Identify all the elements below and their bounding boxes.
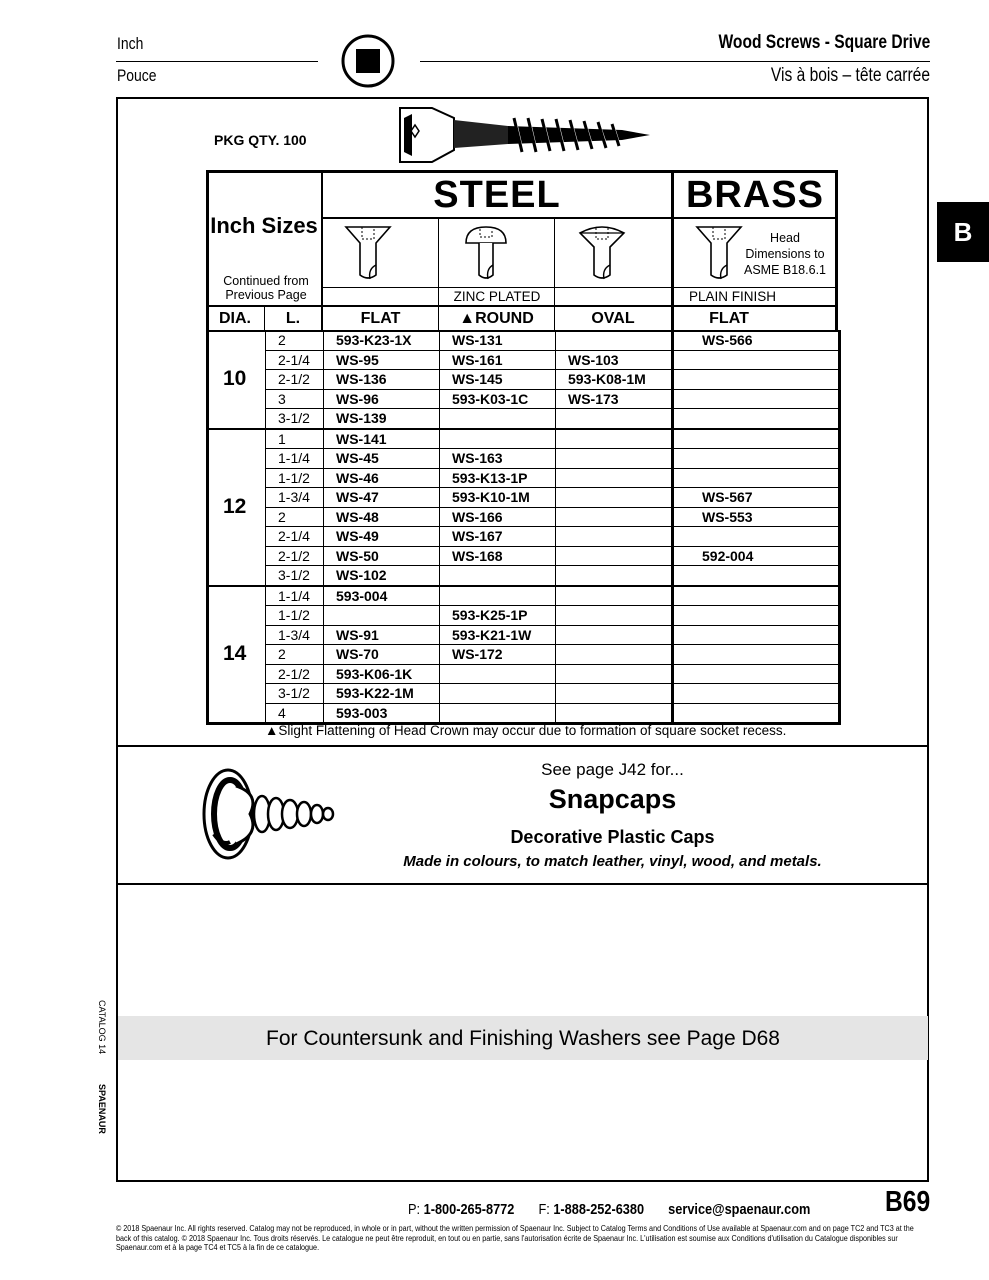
oval-cell bbox=[556, 566, 673, 586]
round-cell bbox=[440, 409, 556, 429]
flat-head-icon bbox=[343, 225, 393, 288]
brass-flat-cell: WS-566 bbox=[673, 331, 840, 351]
table-row bbox=[208, 684, 840, 704]
brass-flat-cell bbox=[673, 350, 840, 370]
table-row bbox=[208, 703, 840, 724]
length-cell: 2 bbox=[266, 645, 324, 665]
length-cell: 2 bbox=[266, 331, 324, 351]
snapcap-illustration bbox=[200, 764, 340, 864]
brass-flat-cell: 592-004 bbox=[673, 546, 840, 566]
section-divider-1 bbox=[116, 745, 929, 747]
length-cell: 1-3/4 bbox=[266, 488, 324, 508]
flat-cell: WS-47 bbox=[324, 488, 440, 508]
dia-cell: 14 bbox=[208, 586, 266, 724]
round-cell: 593-K21-1W bbox=[440, 625, 556, 645]
table-row bbox=[208, 586, 840, 606]
oval-cell bbox=[556, 586, 673, 606]
length-cell: 1-1/2 bbox=[266, 606, 324, 626]
header-rule-right bbox=[420, 61, 930, 62]
oval-cell: 593-K08-1M bbox=[556, 370, 673, 390]
oval-cell bbox=[556, 429, 673, 449]
table-row bbox=[208, 389, 840, 409]
round-cell bbox=[440, 586, 556, 606]
round-cell: 593-K25-1P bbox=[440, 606, 556, 626]
oval-cell bbox=[556, 409, 673, 429]
brass-flat-cell bbox=[673, 409, 840, 429]
round-cell bbox=[440, 703, 556, 724]
brass-flat-cell bbox=[673, 566, 840, 586]
brass-flat-cell bbox=[673, 429, 840, 449]
brass-label: BRASS bbox=[685, 174, 825, 216]
table-row bbox=[208, 527, 840, 547]
round-head-icon bbox=[461, 225, 511, 288]
length-cell: 3-1/2 bbox=[266, 684, 324, 704]
oval-cell bbox=[556, 684, 673, 704]
col-dia: DIA. bbox=[219, 310, 251, 327]
header-rule-left bbox=[116, 61, 318, 62]
oval-cell bbox=[556, 546, 673, 566]
brass-flat-cell: WS-567 bbox=[673, 488, 840, 508]
col-length: L. bbox=[285, 310, 301, 327]
side-catalog: CATALOG 14 bbox=[97, 1000, 107, 1055]
length-cell: 2 bbox=[266, 507, 324, 527]
page-number: B69 bbox=[884, 1186, 930, 1218]
header-title-en: Wood Screws - Square Drive bbox=[718, 32, 930, 53]
length-cell: 2-1/2 bbox=[266, 664, 324, 684]
flat-cell: WS-45 bbox=[324, 449, 440, 469]
flat-cell: 593-004 bbox=[324, 586, 440, 606]
length-cell: 4 bbox=[266, 703, 324, 724]
fax-number: 1-888-252-6380 bbox=[553, 1201, 645, 1218]
snapcaps-title: Snapcaps bbox=[548, 784, 677, 814]
flat-cell: WS-95 bbox=[324, 350, 440, 370]
continued-note: Continued from Previous Page bbox=[223, 274, 309, 302]
table-row bbox=[208, 468, 840, 488]
length-cell: 2-1/2 bbox=[266, 546, 324, 566]
brass-flat-cell bbox=[673, 449, 840, 469]
oval-cell bbox=[556, 703, 673, 724]
screw-table bbox=[206, 330, 841, 725]
phone-label: P: bbox=[408, 1201, 421, 1218]
col-round: ▲ROUND bbox=[459, 310, 534, 327]
header-pouce: Pouce bbox=[117, 66, 157, 85]
flat-cell: 593-K06-1K bbox=[324, 664, 440, 684]
flat-cell: WS-141 bbox=[324, 429, 440, 449]
footnote: ▲Slight Flattening of Head Crown may occur due to formation of square socket recess. bbox=[265, 723, 787, 738]
brass-flat-cell bbox=[673, 370, 840, 390]
round-cell bbox=[440, 684, 556, 704]
oval-cell bbox=[556, 606, 673, 626]
flat-cell: WS-48 bbox=[324, 507, 440, 527]
phone-number: 1-800-265-8772 bbox=[423, 1201, 515, 1218]
flat-cell: WS-46 bbox=[324, 468, 440, 488]
length-cell: 3 bbox=[266, 389, 324, 409]
brass-flat-head-icon bbox=[694, 225, 744, 288]
round-cell: WS-161 bbox=[440, 350, 556, 370]
brass-flat-cell bbox=[673, 586, 840, 606]
table-row bbox=[208, 645, 840, 665]
table-row bbox=[208, 409, 840, 429]
table-row bbox=[208, 507, 840, 527]
oval-cell bbox=[556, 527, 673, 547]
flat-cell: WS-49 bbox=[324, 527, 440, 547]
flat-cell: WS-136 bbox=[324, 370, 440, 390]
brass-flat-cell bbox=[673, 684, 840, 704]
table-row bbox=[208, 350, 840, 370]
round-cell: WS-166 bbox=[440, 507, 556, 527]
table-row bbox=[208, 429, 840, 449]
header-title-fr: Vis à bois – tête carrée bbox=[770, 65, 930, 86]
length-cell: 1-3/4 bbox=[266, 625, 324, 645]
steel-label: STEEL bbox=[433, 174, 561, 216]
oval-cell bbox=[556, 468, 673, 488]
oval-cell bbox=[556, 331, 673, 351]
table-row bbox=[208, 488, 840, 508]
flat-cell: WS-70 bbox=[324, 645, 440, 665]
section-divider-2 bbox=[116, 883, 929, 885]
table-row bbox=[208, 566, 840, 586]
round-cell bbox=[440, 664, 556, 684]
inch-sizes-title: Inch Sizes bbox=[210, 213, 318, 238]
flat-cell: WS-50 bbox=[324, 546, 440, 566]
oval-cell bbox=[556, 507, 673, 527]
fax-label: F: bbox=[538, 1201, 550, 1218]
round-cell: WS-145 bbox=[440, 370, 556, 390]
table-row bbox=[208, 664, 840, 684]
table-row bbox=[208, 370, 840, 390]
oval-cell bbox=[556, 449, 673, 469]
round-cell: WS-167 bbox=[440, 527, 556, 547]
length-cell: 3-1/2 bbox=[266, 566, 324, 586]
snapcaps-subtitle: Decorative Plastic Caps bbox=[510, 827, 715, 847]
table-row bbox=[208, 546, 840, 566]
flat-cell: WS-102 bbox=[324, 566, 440, 586]
flat-cell: WS-139 bbox=[324, 409, 440, 429]
flat-cell: WS-96 bbox=[324, 389, 440, 409]
dia-cell: 10 bbox=[208, 331, 266, 429]
length-cell: 1-1/4 bbox=[266, 449, 324, 469]
brass-flat-cell bbox=[673, 625, 840, 645]
footer-contacts bbox=[408, 1201, 810, 1218]
oval-cell bbox=[556, 625, 673, 645]
length-cell: 3-1/2 bbox=[266, 409, 324, 429]
flat-cell: 593-003 bbox=[324, 703, 440, 724]
table-row bbox=[208, 331, 840, 351]
round-cell bbox=[440, 429, 556, 449]
col-oval: OVAL bbox=[591, 310, 635, 327]
length-cell: 1 bbox=[266, 429, 324, 449]
round-cell: 593-K10-1M bbox=[440, 488, 556, 508]
snapcaps-see-page: See page J42 for... bbox=[541, 760, 684, 779]
brass-flat-cell bbox=[673, 606, 840, 626]
oval-cell bbox=[556, 664, 673, 684]
brass-flat-cell bbox=[673, 527, 840, 547]
steel-finish: ZINC PLATED bbox=[453, 289, 541, 304]
round-cell: WS-131 bbox=[440, 331, 556, 351]
oval-head-icon bbox=[577, 225, 627, 288]
length-cell: 2-1/4 bbox=[266, 527, 324, 547]
oval-cell bbox=[556, 645, 673, 665]
table-row bbox=[208, 606, 840, 626]
head-dimensions-note: Head Dimensions to ASME B18.6.1 bbox=[744, 231, 826, 277]
round-cell: WS-168 bbox=[440, 546, 556, 566]
col-flat: FLAT bbox=[360, 310, 401, 327]
table-row bbox=[208, 625, 840, 645]
side-brand-logo: SPAENAUR bbox=[97, 1084, 107, 1134]
brass-flat-cell bbox=[673, 645, 840, 665]
snapcaps-tagline: Made in colours, to match leather, vinyl, wood, and metals. bbox=[403, 853, 822, 870]
brass-finish: PLAIN FINISH bbox=[689, 289, 777, 304]
header-inch: Inch bbox=[117, 34, 144, 53]
col-brass-flat: FLAT bbox=[709, 310, 749, 327]
length-cell: 1-1/2 bbox=[266, 468, 324, 488]
round-cell: WS-172 bbox=[440, 645, 556, 665]
section-tab-b: B bbox=[937, 202, 989, 262]
brass-flat-cell bbox=[673, 703, 840, 724]
washers-banner-text: For Countersunk and Finishing Washers see Page D68 bbox=[266, 1027, 780, 1050]
round-cell: WS-163 bbox=[440, 449, 556, 469]
length-cell: 2-1/2 bbox=[266, 370, 324, 390]
pkg-qty: PKG QTY. 100 bbox=[214, 132, 307, 148]
brass-flat-cell bbox=[673, 664, 840, 684]
brass-flat-cell: WS-553 bbox=[673, 507, 840, 527]
email-link[interactable]: service@spaenaur.com bbox=[668, 1201, 811, 1218]
oval-cell: WS-103 bbox=[556, 350, 673, 370]
legal-notice: © 2018 Spaenaur Inc. All rights reserved. Catalog may not be reproduced, in whole or in part, without the written permission of Spaenaur Inc. Subject to Catalog Terms and Conditions of Use available at Spaenaur.com and on page TC2 and TC3 at the back of this catalog. © 2018 Spaenaur Inc. Tous droits réservés. Le catalogue ne peut être reproduit, en tout ou en partie, sans l'autorisation écrite de Spaenaur Inc. L'utilisation est soumise aux Conditions d'utilisation du Catalogue disponibles sur Spaenaur.com et à la page TC4 et TC5 à la fin de ce catalogue. bbox=[116, 1224, 914, 1252]
length-cell: 2-1/4 bbox=[266, 350, 324, 370]
oval-cell: WS-173 bbox=[556, 389, 673, 409]
flat-cell: 593-K22-1M bbox=[324, 684, 440, 704]
round-cell: 593-K13-1P bbox=[440, 468, 556, 488]
brass-flat-cell bbox=[673, 468, 840, 488]
table-row bbox=[208, 449, 840, 469]
flat-cell bbox=[324, 606, 440, 626]
flat-cell: WS-91 bbox=[324, 625, 440, 645]
oval-cell bbox=[556, 488, 673, 508]
flat-cell: 593-K23-1X bbox=[324, 331, 440, 351]
square-drive-icon bbox=[340, 33, 396, 89]
round-cell bbox=[440, 566, 556, 586]
dia-cell: 12 bbox=[208, 429, 266, 586]
length-cell: 1-1/4 bbox=[266, 586, 324, 606]
wood-screw-illustration bbox=[398, 104, 654, 166]
brass-flat-cell bbox=[673, 389, 840, 409]
round-cell: 593-K03-1C bbox=[440, 389, 556, 409]
